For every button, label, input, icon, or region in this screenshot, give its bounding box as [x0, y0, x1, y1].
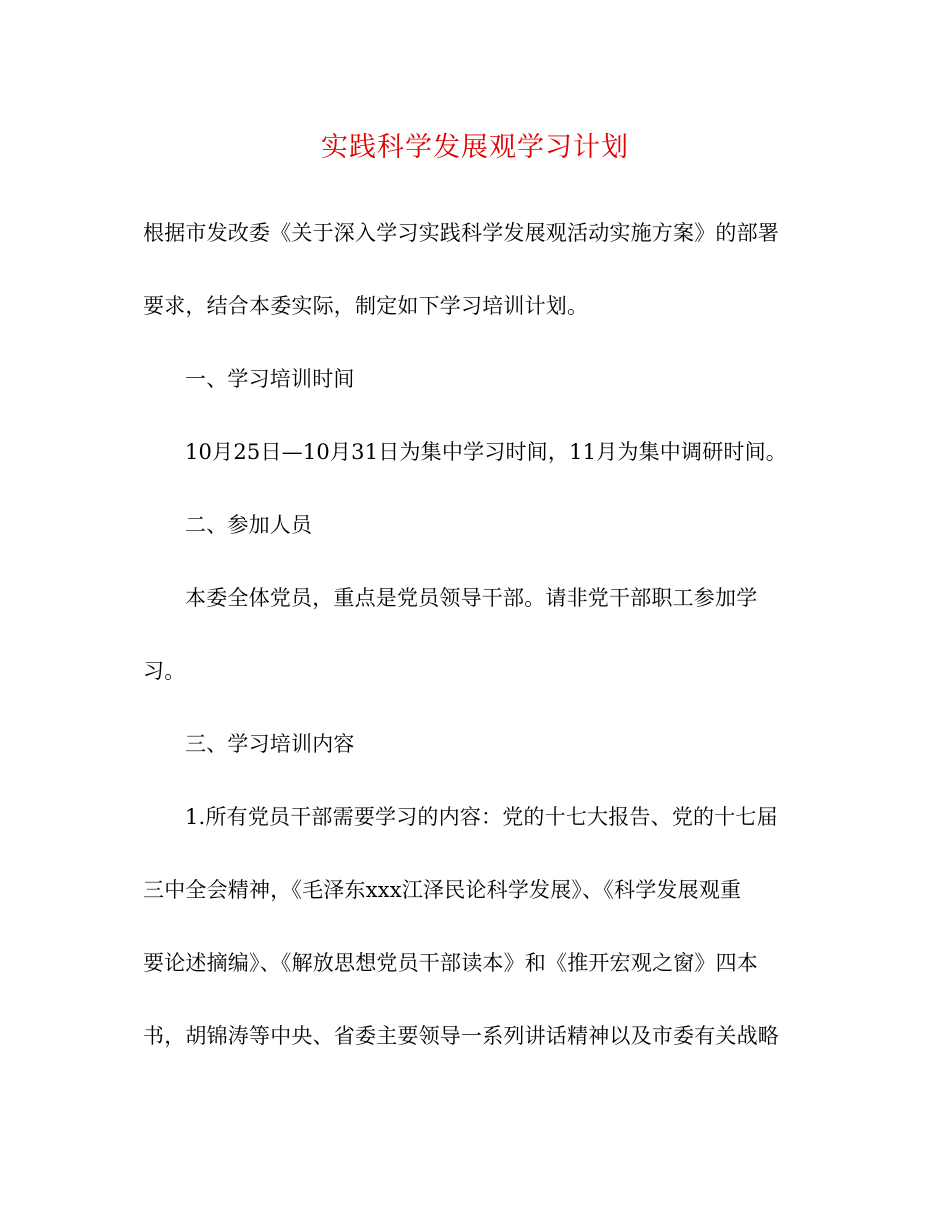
section-heading: 三、学习培训内容 — [185, 732, 355, 756]
paragraph-line: 1.所有党员干部需要学习的内容：党的十七大报告、党的十七届 — [185, 805, 778, 829]
paragraph-line: 要求，结合本委实际，制定如下学习培训计划。 — [143, 294, 589, 318]
document-title: 实践科学发展观学习计划 — [321, 132, 629, 163]
section-heading: 一、学习培训时间 — [185, 367, 355, 391]
paragraph-line: 习。 — [143, 659, 186, 683]
paragraph-line: 根据市发改委《关于深入学习实践科学发展观活动实施方案》的部署 — [143, 221, 779, 245]
paragraph-line: 本委全体党员，重点是党员领导干部。请非党干部职工参加学 — [185, 586, 758, 610]
paragraph-line: 书，胡锦涛等中央、省委主要领导一系列讲话精神以及市委有关战略 — [143, 1024, 779, 1048]
paragraph-line: 要论述摘编》、《解放思想党员干部读本》和《推开宏观之窗》四本 — [143, 951, 758, 975]
paragraph-line: 三中全会精神，《毛泽东xxx江泽民论科学发展》、《科学发展观重 — [143, 878, 742, 902]
section-heading: 二、参加人员 — [185, 513, 313, 537]
paragraph-line: 10月25日—10月31日为集中学习时间，11月为集中调研时间。 — [185, 440, 788, 464]
